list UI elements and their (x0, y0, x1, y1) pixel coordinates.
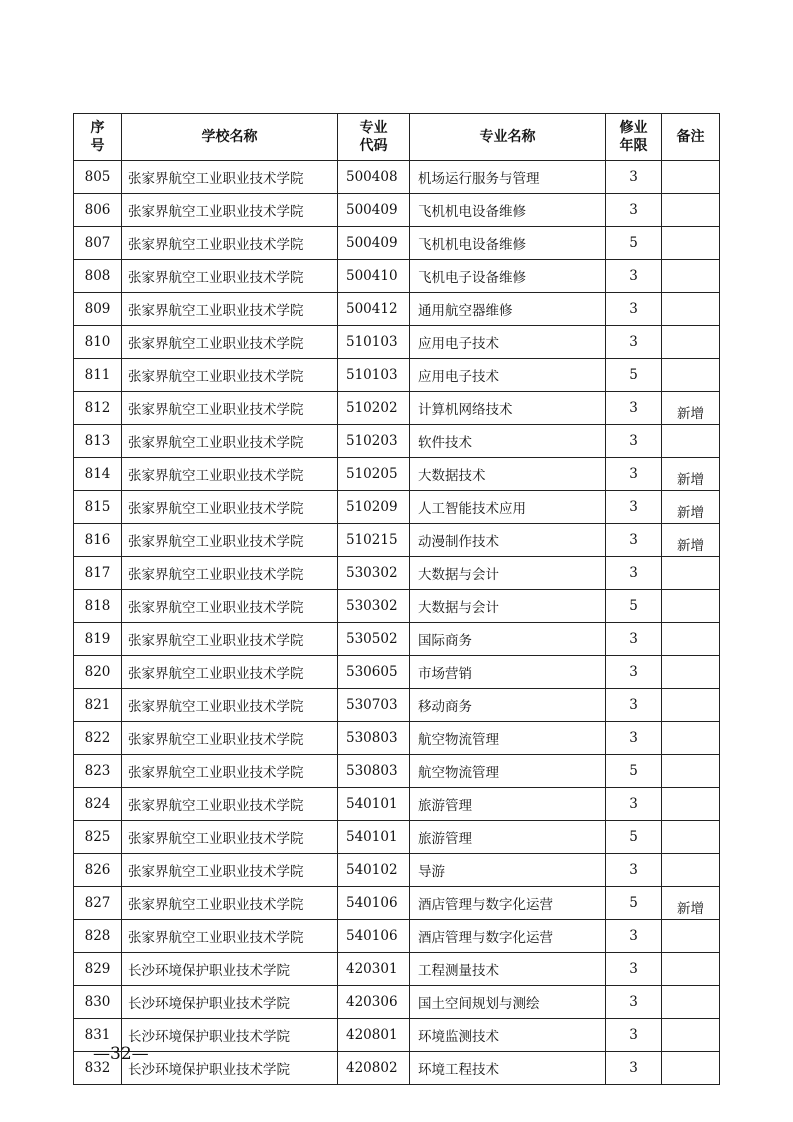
table-row (74, 557, 720, 590)
cell-note (662, 920, 720, 953)
header-major: 专业名称 (410, 114, 606, 161)
cell-major: 旅游管理 (410, 821, 606, 854)
cell-years: 5 (606, 227, 662, 260)
cell-note (662, 1019, 720, 1052)
cell-no: 811 (74, 359, 122, 392)
cell-no: 806 (74, 194, 122, 227)
cell-years: 3 (606, 293, 662, 326)
cell-code: 500409 (338, 227, 410, 260)
cell-years: 3 (606, 986, 662, 1019)
cell-major: 酒店管理与数字化运营 (410, 920, 606, 953)
cell-note (662, 854, 720, 887)
cell-note (662, 953, 720, 986)
cell-years: 3 (606, 425, 662, 458)
table-row (74, 821, 720, 854)
cell-years: 3 (606, 260, 662, 293)
cell-years: 5 (606, 359, 662, 392)
table-row (74, 524, 720, 557)
table-row (74, 194, 720, 227)
cell-years: 3 (606, 524, 662, 557)
cell-major: 航空物流管理 (410, 755, 606, 788)
cell-code: 420306 (338, 986, 410, 1019)
cell-school: 张家界航空工业职业技术学院 (122, 722, 338, 755)
cell-major: 酒店管理与数字化运营 (410, 887, 606, 920)
cell-note (662, 821, 720, 854)
header-note: 备注 (662, 114, 720, 161)
cell-note (662, 359, 720, 392)
cell-major: 大数据与会计 (410, 557, 606, 590)
cell-code: 530605 (338, 656, 410, 689)
cell-major: 人工智能技术应用 (410, 491, 606, 524)
cell-years: 5 (606, 590, 662, 623)
table-row (74, 1019, 720, 1052)
cell-no: 821 (74, 689, 122, 722)
cell-no: 832 (74, 1052, 122, 1085)
cell-years: 3 (606, 491, 662, 524)
header-code: 专业 代码 (338, 114, 410, 161)
cell-note (662, 689, 720, 722)
cell-major: 软件技术 (410, 425, 606, 458)
cell-no: 825 (74, 821, 122, 854)
cell-major: 通用航空器维修 (410, 293, 606, 326)
cell-code: 530803 (338, 755, 410, 788)
table-row (74, 425, 720, 458)
header-row (74, 114, 720, 161)
cell-school: 张家界航空工业职业技术学院 (122, 557, 338, 590)
cell-code: 500410 (338, 260, 410, 293)
cell-note (662, 623, 720, 656)
cell-code: 530703 (338, 689, 410, 722)
cell-school: 张家界航空工业职业技术学院 (122, 392, 338, 425)
table-row (74, 293, 720, 326)
cell-note: 新增 (662, 524, 720, 557)
cell-no: 831 (74, 1019, 122, 1052)
cell-years: 3 (606, 161, 662, 194)
cell-major: 国土空间规划与测绘 (410, 986, 606, 1019)
cell-code: 540106 (338, 920, 410, 953)
cell-note: 新增 (662, 392, 720, 425)
cell-code: 510215 (338, 524, 410, 557)
table-row (74, 491, 720, 524)
page-number: —32— (93, 1044, 149, 1064)
cell-school: 张家界航空工业职业技术学院 (122, 359, 338, 392)
cell-code: 500408 (338, 161, 410, 194)
cell-years: 3 (606, 953, 662, 986)
cell-note (662, 1052, 720, 1085)
cell-no: 824 (74, 788, 122, 821)
cell-major: 市场营销 (410, 656, 606, 689)
cell-code: 420802 (338, 1052, 410, 1085)
cell-major: 飞机机电设备维修 (410, 227, 606, 260)
cell-note: 新增 (662, 887, 720, 920)
cell-note (662, 260, 720, 293)
cell-years: 3 (606, 689, 662, 722)
cell-no: 828 (74, 920, 122, 953)
cell-years: 3 (606, 326, 662, 359)
cell-code: 500412 (338, 293, 410, 326)
table-row (74, 260, 720, 293)
table-row (74, 623, 720, 656)
table-row (74, 458, 720, 491)
table-row (74, 392, 720, 425)
cell-years: 3 (606, 623, 662, 656)
cell-years: 5 (606, 887, 662, 920)
table-row (74, 722, 720, 755)
cell-school: 张家界航空工业职业技术学院 (122, 590, 338, 623)
cell-no: 822 (74, 722, 122, 755)
cell-school: 张家界航空工业职业技术学院 (122, 491, 338, 524)
cell-note (662, 590, 720, 623)
table-row (74, 887, 720, 920)
table-row (74, 656, 720, 689)
cell-code: 540106 (338, 887, 410, 920)
cell-no: 808 (74, 260, 122, 293)
cell-note: 新增 (662, 491, 720, 524)
cell-no: 810 (74, 326, 122, 359)
cell-school: 张家界航空工业职业技术学院 (122, 788, 338, 821)
cell-years: 3 (606, 557, 662, 590)
cell-code: 530302 (338, 557, 410, 590)
cell-no: 814 (74, 458, 122, 491)
table-row (74, 986, 720, 1019)
cell-note (662, 755, 720, 788)
cell-note (662, 161, 720, 194)
cell-note (662, 788, 720, 821)
cell-no: 816 (74, 524, 122, 557)
cell-major: 大数据与会计 (410, 590, 606, 623)
cell-code: 510209 (338, 491, 410, 524)
cell-school: 张家界航空工业职业技术学院 (122, 854, 338, 887)
cell-years: 3 (606, 854, 662, 887)
cell-school: 张家界航空工业职业技术学院 (122, 656, 338, 689)
cell-note (662, 293, 720, 326)
cell-school: 张家界航空工业职业技术学院 (122, 689, 338, 722)
cell-major: 飞机电子设备维修 (410, 260, 606, 293)
cell-code: 510203 (338, 425, 410, 458)
cell-school: 长沙环境保护职业技术学院 (122, 953, 338, 986)
cell-major: 应用电子技术 (410, 326, 606, 359)
cell-major: 环境监测技术 (410, 1019, 606, 1052)
cell-code: 500409 (338, 194, 410, 227)
cell-major: 移动商务 (410, 689, 606, 722)
cell-no: 819 (74, 623, 122, 656)
cell-school: 张家界航空工业职业技术学院 (122, 920, 338, 953)
cell-note (662, 326, 720, 359)
table-body (74, 161, 720, 1085)
cell-years: 3 (606, 392, 662, 425)
cell-no: 826 (74, 854, 122, 887)
cell-no: 827 (74, 887, 122, 920)
cell-code: 540101 (338, 821, 410, 854)
cell-code: 530502 (338, 623, 410, 656)
cell-years: 3 (606, 788, 662, 821)
cell-major: 应用电子技术 (410, 359, 606, 392)
table-row (74, 920, 720, 953)
cell-note (662, 722, 720, 755)
cell-no: 813 (74, 425, 122, 458)
cell-no: 812 (74, 392, 122, 425)
cell-no: 807 (74, 227, 122, 260)
cell-code: 530803 (338, 722, 410, 755)
cell-note (662, 656, 720, 689)
cell-years: 3 (606, 920, 662, 953)
cell-major: 导游 (410, 854, 606, 887)
cell-code: 540101 (338, 788, 410, 821)
table-row (74, 953, 720, 986)
cell-school: 张家界航空工业职业技术学院 (122, 821, 338, 854)
cell-code: 420801 (338, 1019, 410, 1052)
table-row (74, 326, 720, 359)
header-school: 学校名称 (122, 114, 338, 161)
cell-years: 3 (606, 458, 662, 491)
major-list-table (73, 113, 720, 1085)
cell-note (662, 227, 720, 260)
cell-major: 飞机机电设备维修 (410, 194, 606, 227)
cell-school: 张家界航空工业职业技术学院 (122, 458, 338, 491)
cell-school: 长沙环境保护职业技术学院 (122, 986, 338, 1019)
cell-note: 新增 (662, 458, 720, 491)
header-years: 修业 年限 (606, 114, 662, 161)
cell-school: 张家界航空工业职业技术学院 (122, 194, 338, 227)
cell-school: 张家界航空工业职业技术学院 (122, 524, 338, 557)
cell-no: 818 (74, 590, 122, 623)
cell-school: 张家界航空工业职业技术学院 (122, 293, 338, 326)
cell-years: 3 (606, 1052, 662, 1085)
cell-school: 张家界航空工业职业技术学院 (122, 755, 338, 788)
cell-years: 5 (606, 755, 662, 788)
cell-years: 5 (606, 821, 662, 854)
table-header (74, 114, 720, 161)
cell-note (662, 425, 720, 458)
cell-major: 机场运行服务与管理 (410, 161, 606, 194)
cell-major: 环境工程技术 (410, 1052, 606, 1085)
cell-major: 国际商务 (410, 623, 606, 656)
cell-note (662, 194, 720, 227)
table-row (74, 689, 720, 722)
table-row (74, 590, 720, 623)
cell-school: 张家界航空工业职业技术学院 (122, 425, 338, 458)
table-row (74, 755, 720, 788)
cell-years: 3 (606, 1019, 662, 1052)
cell-years: 3 (606, 194, 662, 227)
cell-code: 540102 (338, 854, 410, 887)
cell-no: 809 (74, 293, 122, 326)
cell-no: 823 (74, 755, 122, 788)
cell-code: 510205 (338, 458, 410, 491)
cell-years: 3 (606, 722, 662, 755)
cell-years: 3 (606, 656, 662, 689)
cell-major: 计算机网络技术 (410, 392, 606, 425)
cell-major: 工程测量技术 (410, 953, 606, 986)
cell-school: 张家界航空工业职业技术学院 (122, 623, 338, 656)
cell-school: 长沙环境保护职业技术学院 (122, 1019, 338, 1052)
cell-no: 829 (74, 953, 122, 986)
cell-major: 动漫制作技术 (410, 524, 606, 557)
cell-major: 大数据技术 (410, 458, 606, 491)
cell-note (662, 986, 720, 1019)
cell-major: 旅游管理 (410, 788, 606, 821)
header-no: 序 号 (74, 114, 122, 161)
cell-school: 张家界航空工业职业技术学院 (122, 260, 338, 293)
cell-code: 510103 (338, 359, 410, 392)
cell-no: 805 (74, 161, 122, 194)
cell-code: 510103 (338, 326, 410, 359)
table-row (74, 788, 720, 821)
table-row (74, 161, 720, 194)
cell-no: 830 (74, 986, 122, 1019)
cell-note (662, 557, 720, 590)
table-row (74, 227, 720, 260)
cell-code: 530302 (338, 590, 410, 623)
cell-code: 510202 (338, 392, 410, 425)
table-row (74, 854, 720, 887)
cell-no: 815 (74, 491, 122, 524)
table-row (74, 1052, 720, 1085)
cell-school: 张家界航空工业职业技术学院 (122, 161, 338, 194)
cell-code: 420301 (338, 953, 410, 986)
cell-school: 张家界航空工业职业技术学院 (122, 227, 338, 260)
cell-no: 817 (74, 557, 122, 590)
table-row (74, 359, 720, 392)
cell-school: 长沙环境保护职业技术学院 (122, 1052, 338, 1085)
cell-school: 张家界航空工业职业技术学院 (122, 887, 338, 920)
cell-no: 820 (74, 656, 122, 689)
cell-major: 航空物流管理 (410, 722, 606, 755)
cell-school: 张家界航空工业职业技术学院 (122, 326, 338, 359)
